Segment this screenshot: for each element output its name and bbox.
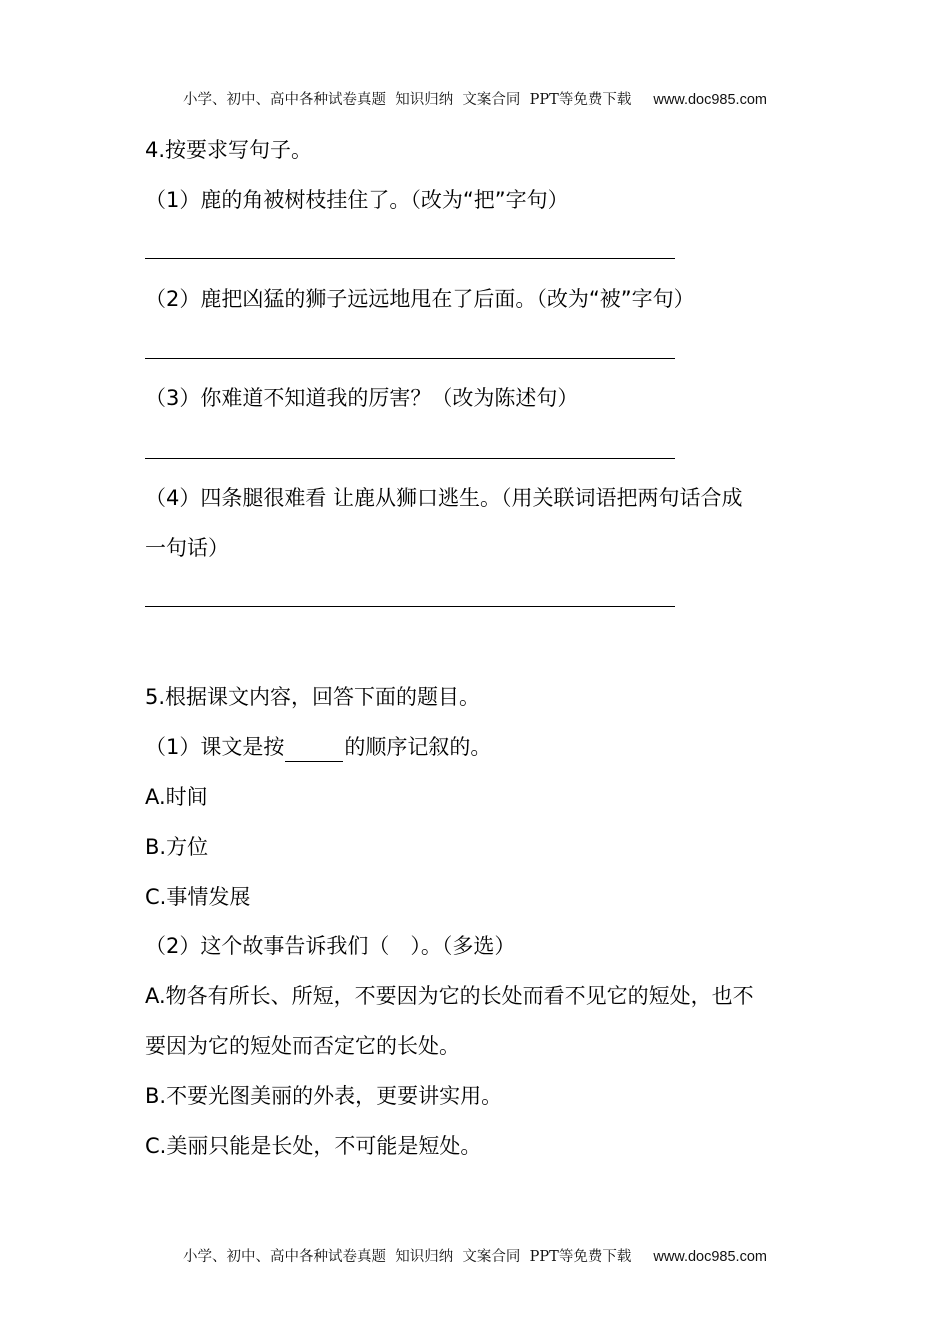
question-4-item-4-cont: 一句话） xyxy=(145,536,229,560)
option-1b[interactable]: B.方位 xyxy=(145,835,209,859)
option-2c[interactable]: C.美丽只能是长处，不可能是短处。 xyxy=(145,1134,482,1158)
question-5-title: 5.根据课文内容，回答下面的题目。 xyxy=(145,685,481,709)
option-1a[interactable]: A.时间 xyxy=(145,785,208,809)
question-5-sub-1 xyxy=(145,732,491,762)
question-5-sub-1-before: （1）课文是按 xyxy=(145,735,285,759)
option-1c[interactable]: C.事情发展 xyxy=(145,885,251,909)
answer-line-4[interactable] xyxy=(145,606,675,607)
answer-line-3[interactable] xyxy=(145,458,675,459)
option-2a-cont[interactable]: 要因为它的短处而否定它的长处。 xyxy=(145,1034,460,1058)
question-4-item-1: （1）鹿的角被树枝挂住了。（改为“把”字句） xyxy=(145,188,569,212)
answer-line-1[interactable] xyxy=(145,258,675,259)
fill-blank[interactable] xyxy=(285,739,343,762)
question-4-item-2: （2）鹿把凶猛的狮子远远地甩在了后面。（改为“被”字句） xyxy=(145,287,695,311)
question-5-sub-2: （2）这个故事告诉我们（ ）。（多选） xyxy=(145,934,516,958)
page-footer xyxy=(0,1245,950,1266)
question-4-item-3: （3）你难道不知道我的厉害？（改为陈述句） xyxy=(145,386,579,410)
question-5-sub-1-after: 的顺序记叙的。 xyxy=(344,735,492,759)
question-4-item-4: （4）四条腿很难看 让鹿从狮口逃生。（用关联词语把两句话合成 xyxy=(145,486,743,510)
option-2b[interactable]: B.不要光图美丽的外表，更要讲实用。 xyxy=(145,1084,503,1108)
header-site-link[interactable]: www.doc985.com xyxy=(653,92,767,108)
header-text: 小学、初中、高中各种试卷真题 知识归纳 文案合同 PPT等免费下载 xyxy=(183,92,632,108)
footer-site-link[interactable]: www.doc985.com xyxy=(653,1249,767,1265)
option-2a[interactable]: A.物各有所长、所短，不要因为它的长处而看不见它的短处，也不 xyxy=(145,984,754,1008)
page-header xyxy=(0,88,950,109)
question-4-title: 4.按要求写句子。 xyxy=(145,138,313,162)
answer-line-2[interactable] xyxy=(145,358,675,359)
footer-text: 小学、初中、高中各种试卷真题 知识归纳 文案合同 PPT等免费下载 xyxy=(183,1249,632,1265)
